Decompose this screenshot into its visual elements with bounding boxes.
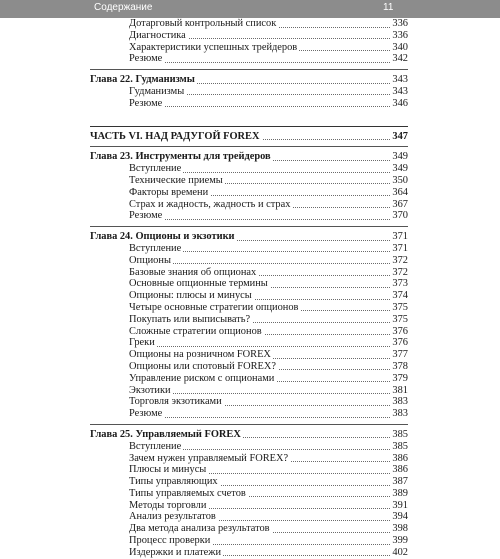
toc-entry-title: Резюме (129, 53, 163, 65)
toc-entry[interactable] (90, 243, 408, 255)
toc-page-number: 372 (392, 254, 408, 266)
toc-entry[interactable] (90, 53, 408, 65)
toc-page-number: 374 (392, 290, 408, 302)
toc-chapter[interactable] (90, 231, 408, 243)
toc-entry[interactable] (90, 441, 408, 453)
toc-entry[interactable] (90, 267, 408, 279)
toc-entry[interactable] (90, 337, 408, 349)
toc-entry[interactable] (90, 290, 408, 302)
toc-chapter[interactable] (90, 74, 408, 86)
toc-entry[interactable] (90, 18, 408, 30)
toc-page-number: 375 (392, 313, 408, 325)
toc-page-number: 377 (392, 349, 408, 361)
toc-entry[interactable] (90, 175, 408, 187)
toc-chapter-title: Глава 23. Инструменты для трейдеров (90, 151, 271, 163)
toc-entry[interactable] (90, 187, 408, 199)
toc-entry-title: Четыре основные стратегии опционов (129, 301, 299, 313)
toc-page-number: 381 (392, 384, 408, 396)
toc-entry-title: Плюсы и минусы (129, 464, 207, 476)
toc-entry-title: Два метода анализа результатов (129, 523, 270, 535)
toc-divider (90, 424, 408, 425)
toc-entry[interactable] (90, 547, 408, 559)
toc-entry-title: Опционы на розничном FOREX (129, 349, 271, 361)
toc-entry[interactable] (90, 476, 408, 488)
toc-page-number: 343 (392, 74, 408, 86)
toc-entry[interactable] (90, 488, 408, 500)
running-header-page-number: 11 (383, 2, 394, 13)
toc-entry[interactable] (90, 30, 408, 42)
toc-page-number: 376 (392, 337, 408, 349)
toc-entry-title: Опционы: плюсы и минусы (129, 290, 252, 302)
toc-page-number: 336 (392, 18, 408, 29)
toc-entry-title: Факторы времени (129, 186, 209, 198)
toc-entry[interactable] (90, 373, 408, 385)
toc-entry[interactable] (90, 86, 408, 98)
toc-page-number: 343 (392, 85, 408, 97)
toc-entry-title: Резюме (129, 97, 163, 109)
toc-page-number: 347 (392, 130, 408, 142)
toc-page-number: 373 (392, 278, 408, 290)
running-header-section: Содержание (94, 2, 153, 13)
toc-page-number: 375 (392, 301, 408, 313)
toc-entry-title: Издержки и платежи (129, 546, 222, 558)
toc-entry-title: Диагностика (129, 29, 186, 41)
toc-entry-title: Основные опционные термины (129, 278, 268, 290)
toc-entry-title: Экзотики (129, 384, 171, 396)
toc-entry-title: Типы управляющих (129, 476, 218, 488)
toc-page-number: 378 (392, 360, 408, 372)
toc-entry[interactable] (90, 199, 408, 211)
toc-page-number: 349 (392, 163, 408, 175)
toc-part-title: ЧАСТЬ VI. НАД РАДУГОЙ FOREX (90, 130, 260, 142)
toc-entry-title: Вступление (129, 440, 182, 452)
toc-entry-title: Сложные стратегии опционов (129, 325, 262, 337)
toc-entry-title: Гудманизмы (129, 85, 185, 97)
toc-page-number: 402 (392, 546, 408, 558)
toc-page-number: 383 (392, 396, 408, 408)
toc-page-number: 364 (392, 186, 408, 198)
toc-entry-title: Вступление (129, 242, 182, 254)
toc-page-number: 340 (392, 41, 408, 53)
toc-page-number: 386 (392, 464, 408, 476)
toc-page-number: 349 (392, 151, 408, 163)
toc-page-number: 394 (392, 511, 408, 523)
toc-page-number: 398 (392, 523, 408, 535)
toc-page-number: 342 (392, 53, 408, 65)
toc-page-number: 371 (392, 242, 408, 254)
toc-entry-title: Резюме (129, 210, 163, 222)
toc-chapter[interactable] (90, 151, 408, 163)
toc-entry[interactable] (90, 453, 408, 465)
toc-entry-title: Управление риском с опционами (129, 372, 275, 384)
toc-divider (90, 226, 408, 227)
toc-entry-title: Характеристики успешных трейдеров (129, 41, 298, 53)
toc-entry-title: Покупать или выписывать? (129, 313, 251, 325)
toc-chapter-title: Глава 25. Управляемый FOREX (90, 428, 241, 440)
toc-page-number: 367 (392, 198, 408, 210)
table-of-contents (90, 18, 408, 559)
toc-entry-title: Резюме (129, 408, 163, 420)
toc-page-number: 350 (392, 174, 408, 186)
toc-page-number: 399 (392, 535, 408, 547)
toc-leader-dots (129, 337, 408, 347)
toc-page-number: 376 (392, 325, 408, 337)
toc-entry-title: Опционы (129, 254, 171, 266)
toc-leader-dots (129, 53, 408, 63)
toc-page-number: 389 (392, 487, 408, 499)
toc-entry-title: Вступление (129, 163, 182, 175)
toc-entry-title: Страх и жадность, жадность и страх (129, 198, 291, 210)
toc-entry-title: Опционы или спотовый FOREX? (129, 360, 276, 372)
toc-leader-dots (129, 210, 408, 220)
toc-part[interactable] (90, 131, 408, 143)
toc-page-number: 370 (392, 210, 408, 222)
toc-entry[interactable] (90, 500, 408, 512)
toc-entry[interactable] (90, 255, 408, 267)
toc-page-number: 387 (392, 476, 408, 488)
toc-page-number: 346 (392, 97, 408, 109)
toc-entry[interactable] (90, 210, 408, 222)
toc-entry-title: Базовые знания об опционах (129, 266, 257, 278)
toc-entry[interactable] (90, 361, 408, 373)
toc-entry-title: Типы управляемых счетов (129, 487, 246, 499)
toc-page-number: 336 (392, 29, 408, 41)
toc-entry[interactable] (90, 326, 408, 338)
toc-entry-title: Зачем нужен управляемый FOREX? (129, 452, 289, 464)
toc-entry[interactable] (90, 535, 408, 547)
toc-page-number: 385 (392, 440, 408, 452)
toc-entry[interactable] (90, 396, 408, 408)
toc-divider (90, 69, 408, 70)
toc-entry-title: Методы торговли (129, 499, 207, 511)
toc-page-number: 391 (392, 499, 408, 511)
toc-entry[interactable] (90, 349, 408, 361)
toc-entry-title: Анализ результатов (129, 511, 216, 523)
toc-entry-title: Процесс проверки (129, 535, 211, 547)
toc-entry[interactable] (90, 278, 408, 290)
toc-entry-title: Торговля экзотиками (129, 396, 222, 408)
toc-chapter[interactable] (90, 429, 408, 441)
toc-entry[interactable] (90, 523, 408, 535)
toc-page-number: 379 (392, 372, 408, 384)
toc-chapter-title: Глава 22. Гудманизмы (90, 74, 195, 86)
toc-leader-dots (129, 98, 408, 108)
toc-spacer (90, 110, 408, 120)
toc-entry-title: Технические приемы (129, 174, 223, 186)
toc-leader-dots (129, 408, 408, 418)
toc-entry[interactable] (90, 98, 408, 110)
toc-entry[interactable] (90, 42, 408, 54)
toc-entry[interactable] (90, 385, 408, 397)
running-header (0, 0, 500, 18)
toc-page-number: 372 (392, 266, 408, 278)
toc-entry-title: Греки (129, 337, 155, 349)
toc-page-number: 385 (392, 428, 408, 440)
toc-entry[interactable] (90, 314, 408, 326)
toc-entry[interactable] (90, 408, 408, 420)
toc-chapter-title: Глава 24. Опционы и экзотики (90, 231, 235, 243)
toc-page-number: 383 (392, 408, 408, 420)
toc-page-number: 371 (392, 231, 408, 243)
toc-entry-title: Дотарговый контрольный список (129, 18, 277, 29)
toc-entry[interactable] (90, 302, 408, 314)
toc-page-number: 386 (392, 452, 408, 464)
toc-entry[interactable] (90, 163, 408, 175)
toc-entry[interactable] (90, 511, 408, 523)
toc-entry[interactable] (90, 464, 408, 476)
toc-divider (90, 126, 408, 127)
toc-divider (90, 146, 408, 147)
